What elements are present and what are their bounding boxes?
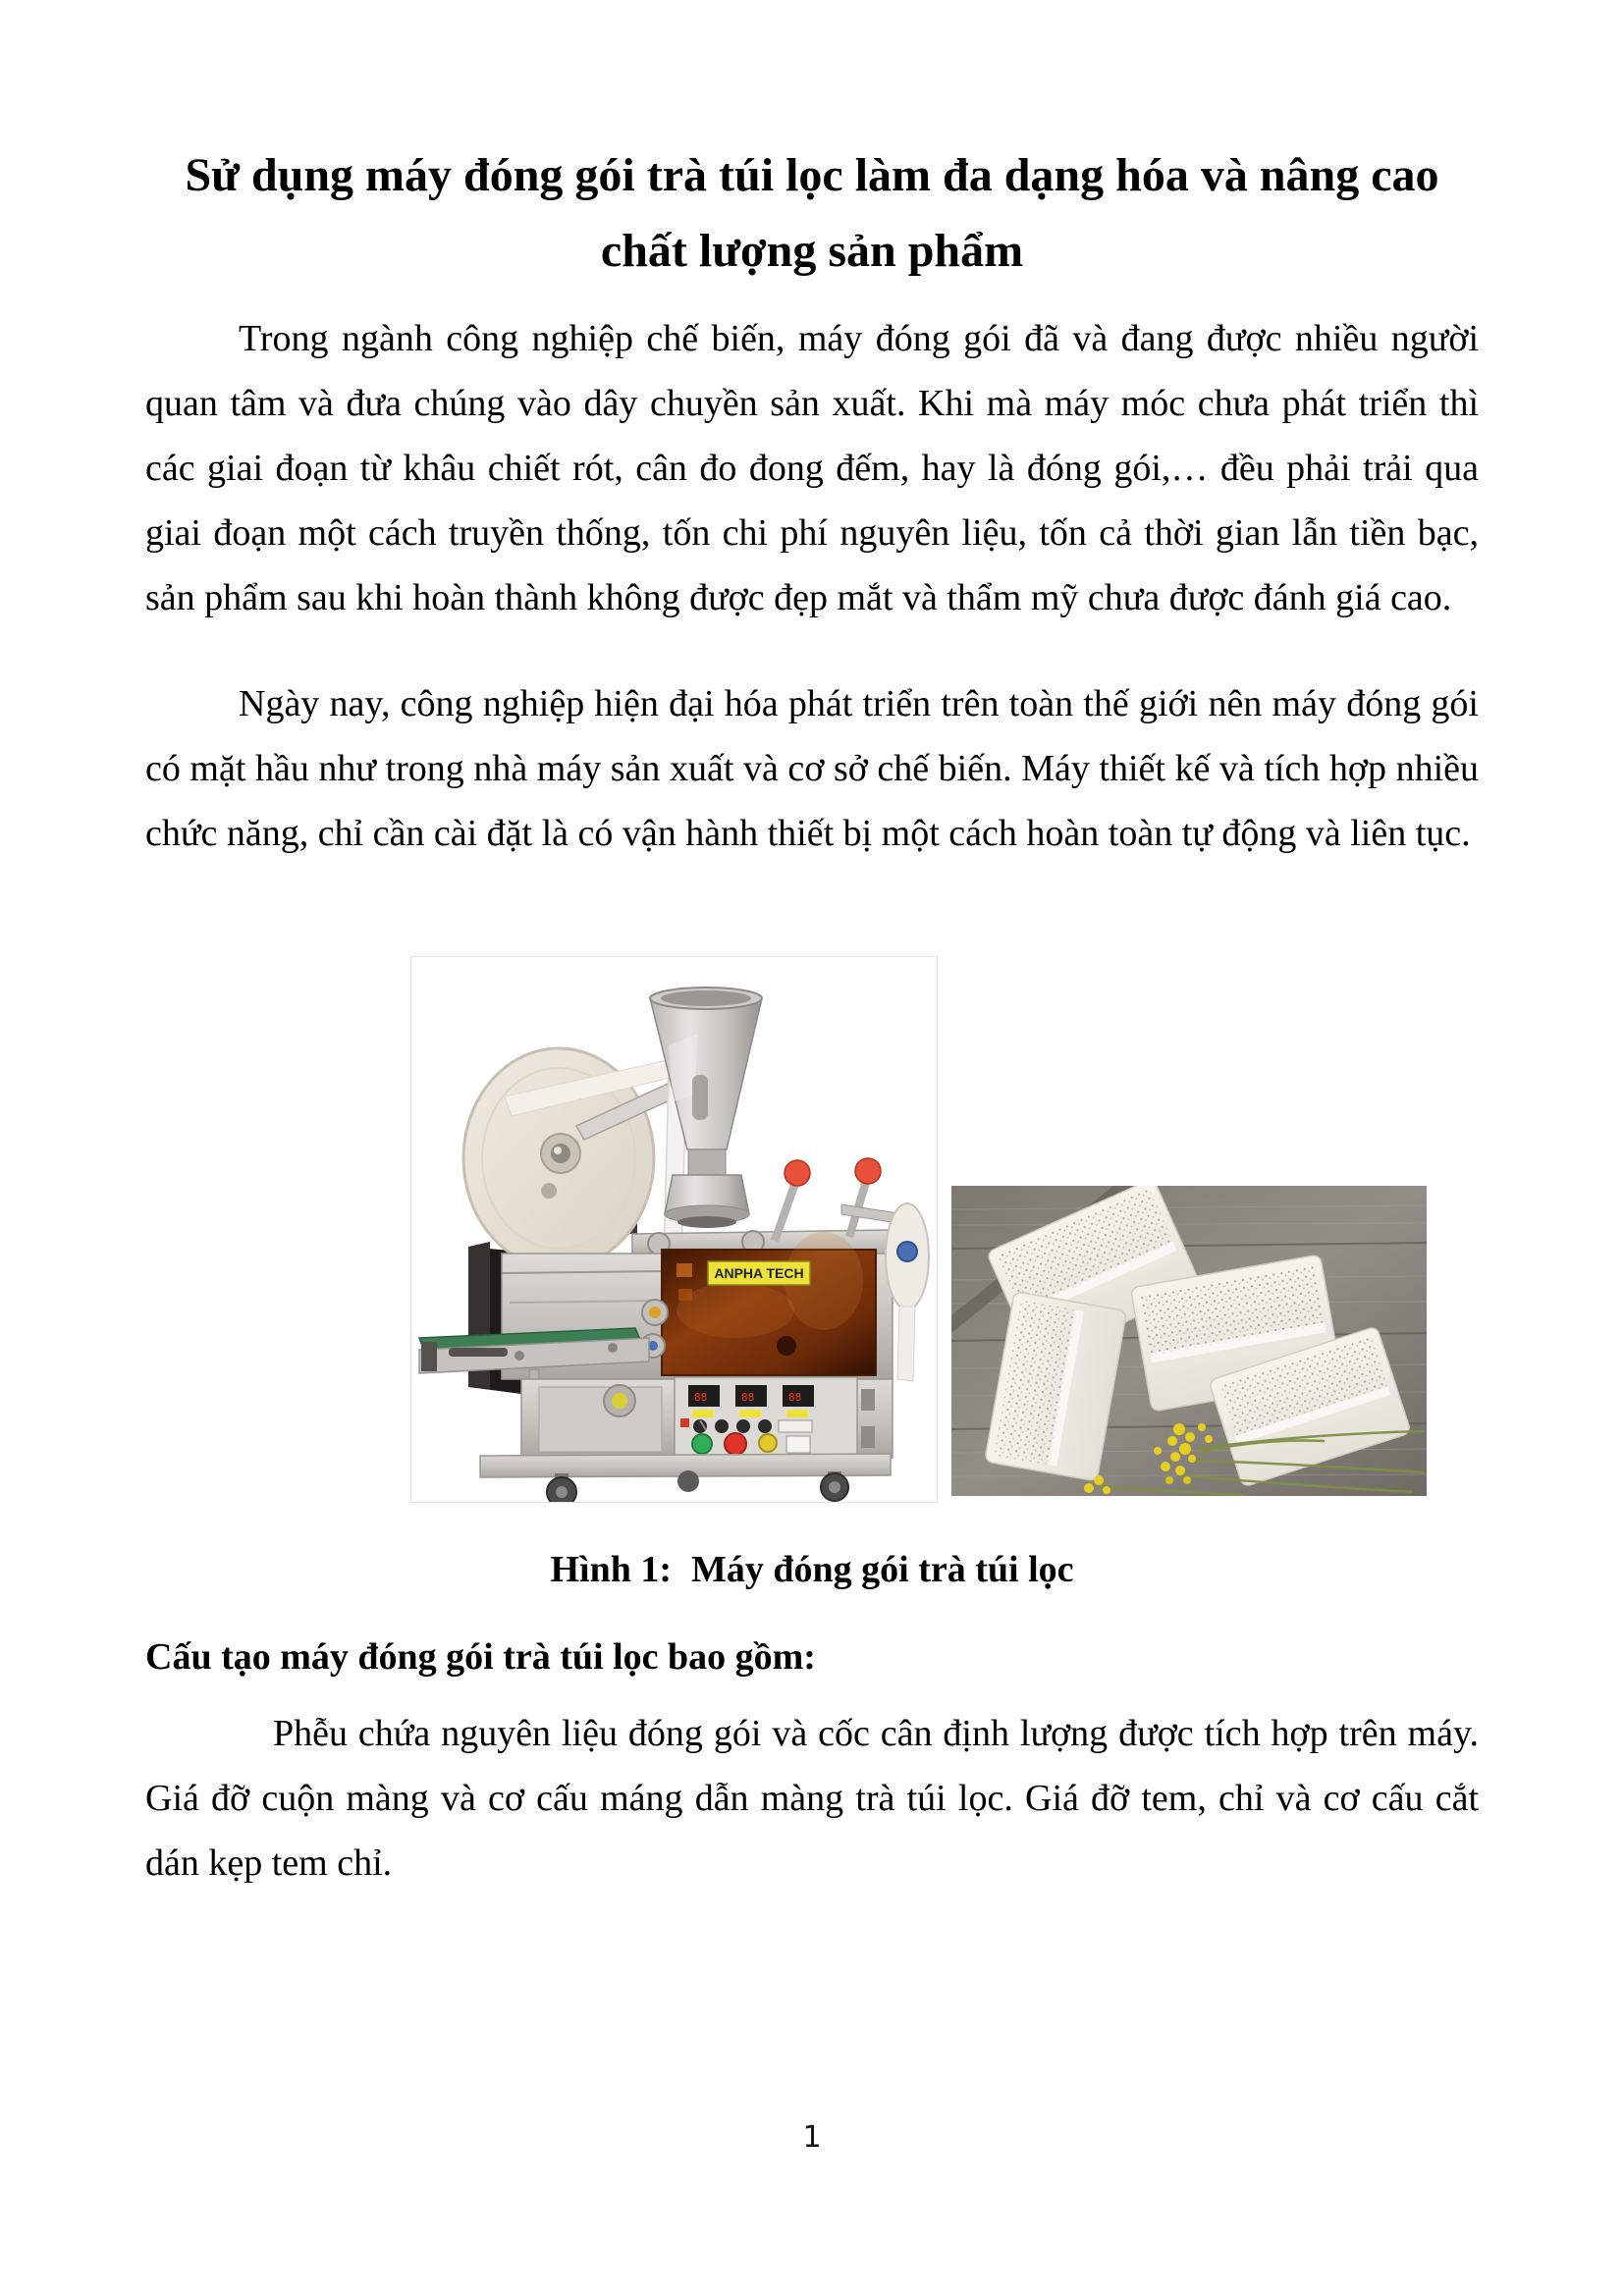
paragraph-1: Trong ngành công nghiệp chế biến, máy đóng gói đã và đang được nhiều người quan tâm và đưa chúng vào dây chuyền sản xuất. Khi mà máy móc chưa phát triển thì các giai đoạn từ khâu chiết rót, cân đo đong đếm, hay là đóng gói,… đều phải trải qua giai đoạn một cách truyền thống, tốn chi phí nguyên liệu, tốn cả thời gian lẫn tiền bạc, sản phẩm sau khi hoàn thành không được đẹp mắt và thẩm mỹ chưa được đánh giá cao. <box>145 318 1479 618</box>
figure-caption-text: Máy đóng gói trà túi lọc <box>691 1549 1074 1590</box>
svg-text:88: 88 <box>694 1391 708 1404</box>
page-title: Sử dụng máy đóng gói trà túi lọc làm đa dạng hóa và nâng cao chất lượng sản phẩm <box>185 149 1439 277</box>
figure-caption-label: Hình 1: <box>550 1549 673 1590</box>
machine-photo <box>410 956 938 1503</box>
machine-brand-label <box>708 1261 810 1285</box>
figure-caption <box>0 1548 1624 1591</box>
tea-bags-illustration <box>951 1186 1427 1496</box>
section-heading: Cấu tạo máy đóng gói trà túi lọc bao gồm: <box>145 1636 816 1678</box>
machine-brand-text: ANPHA TECH <box>714 1265 804 1281</box>
tea-bags-photo <box>951 1186 1427 1496</box>
svg-text:88: 88 <box>741 1391 755 1404</box>
page-number: 1 <box>802 2120 822 2155</box>
paragraph-2: Ngày nay, công nghiệp hiện đại hóa phát triển trên toàn thế giới nên máy đóng gói có mặt hầu như trong nhà máy sản xuất và cơ sở chế biến. Máy thiết kế và tích hợp nhiều chức năng, chỉ cần cài đặt là có vận hành thiết bị một cách hoàn toàn tự động và liên tục. <box>145 683 1479 854</box>
machine-illustration <box>411 957 937 1502</box>
svg-text:88: 88 <box>788 1391 802 1404</box>
paragraph-3: Phễu chứa nguyên liệu đóng gói và cốc cân định lượng được tích hợp trên máy. Giá đỡ cuộn màng và cơ cấu máng dẫn màng trà túi lọc. Giá đỡ tem, chỉ và cơ cấu cắt dán kẹp tem chỉ. <box>145 1713 1479 1884</box>
figure-images-row <box>410 956 1624 1503</box>
